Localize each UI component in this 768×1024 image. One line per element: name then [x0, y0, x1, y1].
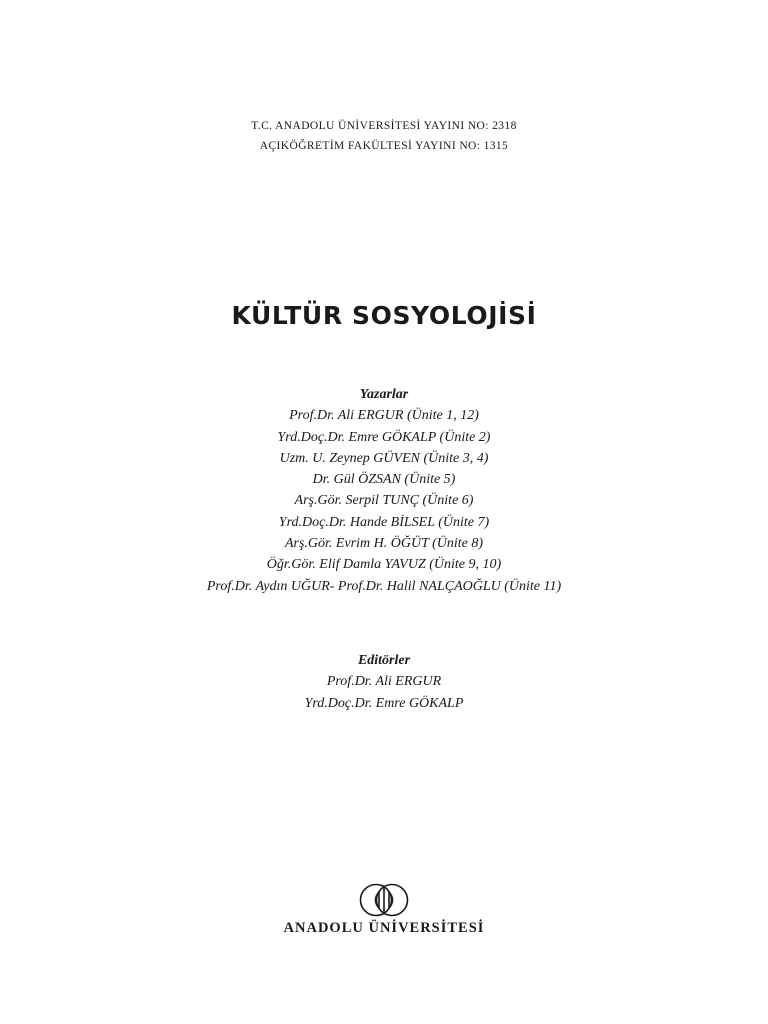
editors-heading: Editörler [357, 653, 411, 668]
author-line: Yrd.Doç.Dr. Emre GÖKALP (Ünite 2) [277, 429, 491, 445]
editor-line: Prof.Dr. Ali ERGUR [326, 674, 442, 690]
author-line: Prof.Dr. Aydın UĞUR- Prof.Dr. Halil NALÇAOĞLU (Ünite 11) [206, 578, 562, 594]
author-line: Dr. Gül ÖZSAN (Ünite 5) [312, 472, 456, 488]
editor-line: Yrd.Doç.Dr. Emre GÖKALP [304, 695, 464, 711]
author-line: Öğr.Gör. Elif Damla YAVUZ (Ünite 9, 10) [266, 557, 502, 573]
authors-heading: Yazarlar [359, 387, 409, 402]
faculty-publication-number-line: AÇIKÖĞRETİM FAKÜLTESİ YAYINI NO: 1315 [259, 140, 509, 152]
author-line: Yrd.Doç.Dr. Hande BİLSEL (Ünite 7) [278, 514, 490, 530]
author-line: Uzm. U. Zeynep GÜVEN (Ünite 3, 4) [279, 450, 489, 466]
author-line: Prof.Dr. Ali ERGUR (Ünite 1, 12) [289, 408, 479, 424]
authors-section [0, 384, 768, 597]
publication-number-line: T.C. ANADOLU ÜNİVERSİTESİ YAYINI NO: 2318 [251, 120, 517, 132]
book-title: KÜLTÜR SOSYOLOJİSİ [231, 301, 537, 330]
publication-info [0, 116, 768, 156]
anadolu-university-logo-icon [356, 880, 412, 920]
author-line: Arş.Gör. Evrim H. ÖĞÜT (Ünite 8) [284, 536, 484, 552]
publisher-name: ANADOLU ÜNİVERSİTESİ [283, 920, 485, 936]
editors-section [0, 650, 768, 714]
author-line: Arş.Gör. Serpil TUNÇ (Ünite 6) [294, 493, 474, 509]
